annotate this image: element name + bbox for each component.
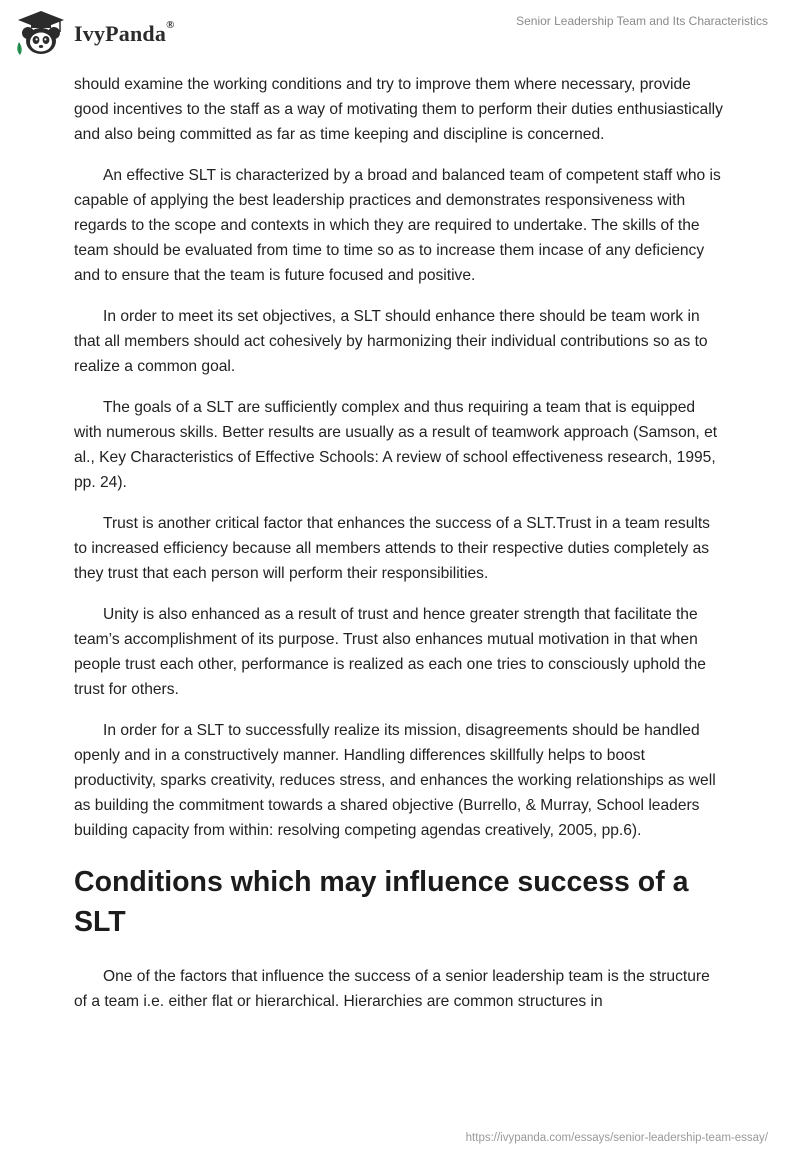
registered-mark: ® — [166, 19, 175, 31]
section-heading: Conditions which may influence success of a SLT — [74, 866, 689, 938]
paragraph: One of the factors that influence the success of a senior leadership team is the structure of a team i.e. either flat or hierarchical. Hierarchies are common structures in — [74, 968, 710, 1010]
paragraph: Trust is another critical factor that enhances the success of a SLT.Trust in a team results to increased efficiency because all members attends to their respective duties completely as they trust that each person will perform their responsibilities. — [74, 515, 710, 582]
paragraph: Unity is also enhanced as a result of trust and hence greater strength that facilitate the team’s accomplishment of its purpose. Trust also enhances mutual motivation in that when people trust each other, performance is realized as each one tries to consciously uphold the trust for others. — [74, 606, 706, 698]
paragraph: In order to meet its set objectives, a SLT should enhance there should be team work in that all members should act cohesively by harmonizing their individual contributions so as to realize a common goal. — [74, 308, 708, 375]
brand-name — [74, 21, 175, 47]
paragraph: should examine the working conditions and try to improve them where necessary, provide good incentives to the staff as a way of motivating them to perform their duties enthusiastically and also being committed as far as time keeping and discipline is concerned. — [74, 76, 723, 143]
ivypanda-logo[interactable] — [14, 8, 194, 56]
document-title: Senior Leadership Team and Its Characteristics — [516, 14, 768, 28]
page-header — [0, 0, 800, 70]
source-url[interactable]: https://ivypanda.com/essays/senior-leadership-team-essay/ — [465, 1132, 768, 1144]
paragraph: The goals of a SLT are sufficiently complex and thus requiring a team that is equipped with numerous skills. Better results are usually as a result of teamwork approach (Samson, et al., Key Characteristics of Effective Schools: A review of school effectiveness research, 1995, pp. 24). — [74, 399, 718, 491]
essay-content — [74, 72, 724, 1030]
panda-graduate-icon — [14, 8, 70, 56]
paragraph: In order for a SLT to successfully realize its mission, disagreements should be handled openly and in a constructively manner. Handling differences skillfully helps to boost productivity, sparks creativity, reduces stress, and enhances the working relationships as well as building the commitment towards a shared objective (Burrello, & Murray, School leaders building capacity from within: resolving competing agendas creatively, 2005, pp.6). — [74, 722, 716, 839]
paragraph: An effective SLT is characterized by a broad and balanced team of competent staff who is capable of applying the best leadership practices and demonstrates responsiveness with regards to the scope and contexts in which they are required to undertake. The skills of the team should be evaluated from time to time so as to increase them incase of any deficiency and to ensure that the team is future focused and positive. — [74, 167, 721, 284]
brand-label: IvyPanda — [74, 21, 167, 46]
